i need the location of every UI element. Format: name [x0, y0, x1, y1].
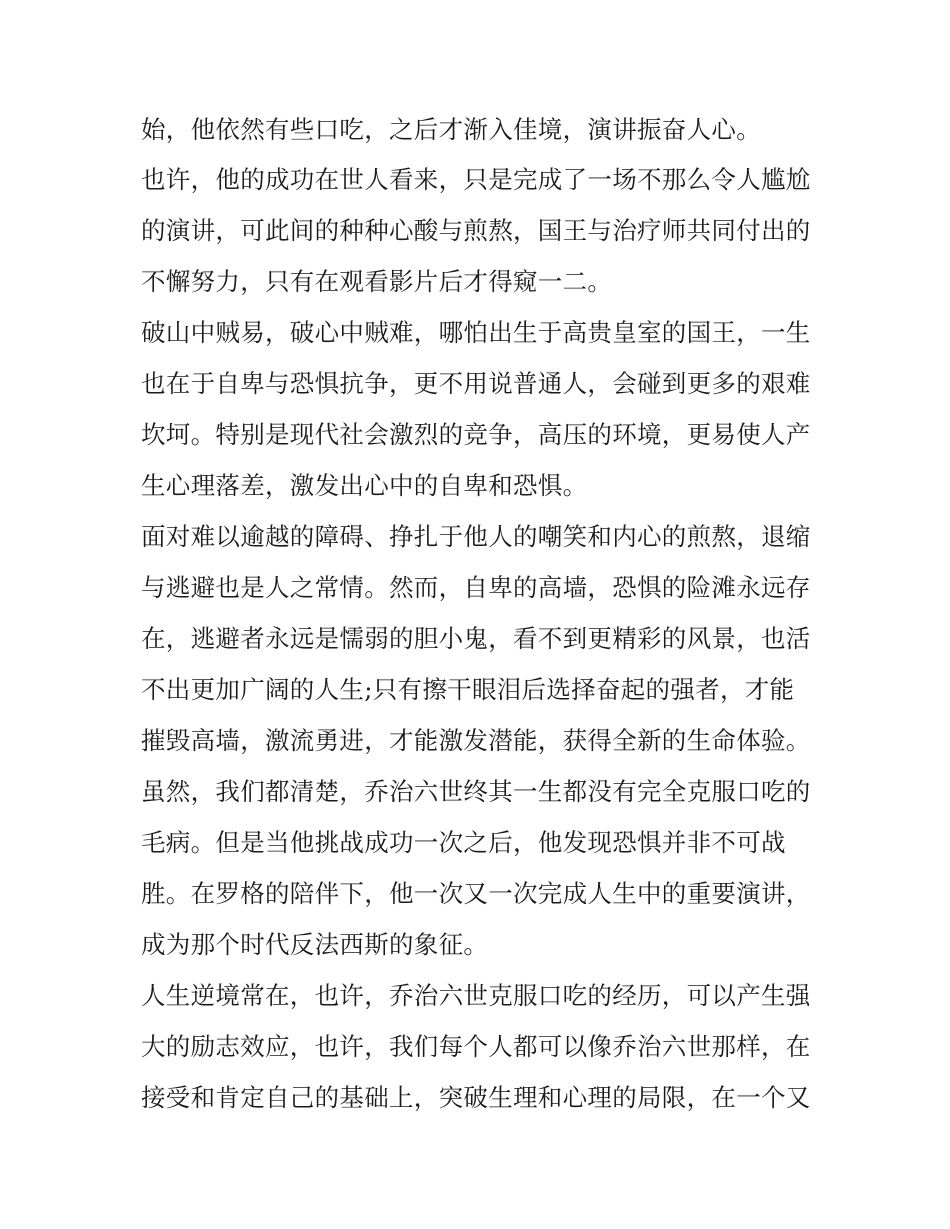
text-line: 虽然，我们都清楚，乔治六世终其一生都没有完全克服口吃的 — [141, 777, 811, 806]
text-line: 人生逆境常在，也许，乔治六世克服口吃的经历，可以产生强 — [141, 981, 811, 1010]
text-line: 破山中贼易，破心中贼难，哪怕出生于高贵皇室的国王，一生 — [141, 318, 811, 347]
text-line: 在，逃避者永远是懦弱的胆小鬼，看不到更精彩的风景，也活 — [141, 624, 811, 653]
text-line: 不出更加广阔的人生;只有擦干眼泪后选择奋起的强者，才能 — [141, 675, 795, 704]
text-line: 与逃避也是人之常情。然而，自卑的高墙，恐惧的险滩永远存 — [141, 573, 811, 602]
text-line: 面对难以逾越的障碍、挣扎于他人的嘲笑和内心的煎熬，退缩 — [141, 522, 811, 551]
text-line: 始，他依然有些口吃，之后才渐入佳境，演讲振奋人心。 — [141, 115, 761, 144]
text-line: 大的励志效应，也许，我们每个人都可以像乔治六世那样，在 — [141, 1032, 811, 1061]
text-line: 坎坷。特别是现代社会激烈的竞争，高压的环境，更易使人产 — [141, 420, 811, 449]
text-line: 的演讲，可此间的种种心酸与煎熬，国王与治疗师共同付出的 — [141, 216, 811, 245]
text-line: 不懈努力，只有在观看影片后才得窥一二。 — [141, 267, 613, 296]
text-line: 毛病。但是当他挑战成功一次之后，他发现恐惧并非不可战 — [141, 828, 786, 857]
text-line: 成为那个时代反法西斯的象征。 — [141, 930, 489, 959]
text-line: 也在于自卑与恐惧抗争，更不用说普通人，会碰到更多的艰难 — [141, 369, 811, 398]
text-line: 接受和肯定自己的基础上，突破生理和心理的局限，在一个又 — [141, 1083, 811, 1112]
text-line: 胜。在罗格的陪伴下，他一次又一次完成人生中的重要演讲， — [141, 879, 811, 908]
text-line: 摧毁高墙，激流勇进，才能激发潜能，获得全新的生命体验。 — [141, 726, 811, 755]
text-line: 也许，他的成功在世人看来，只是完成了一场不那么令人尴尬 — [141, 165, 811, 194]
text-line: 生心理落差，激发出心中的自卑和恐惧。 — [141, 471, 588, 500]
